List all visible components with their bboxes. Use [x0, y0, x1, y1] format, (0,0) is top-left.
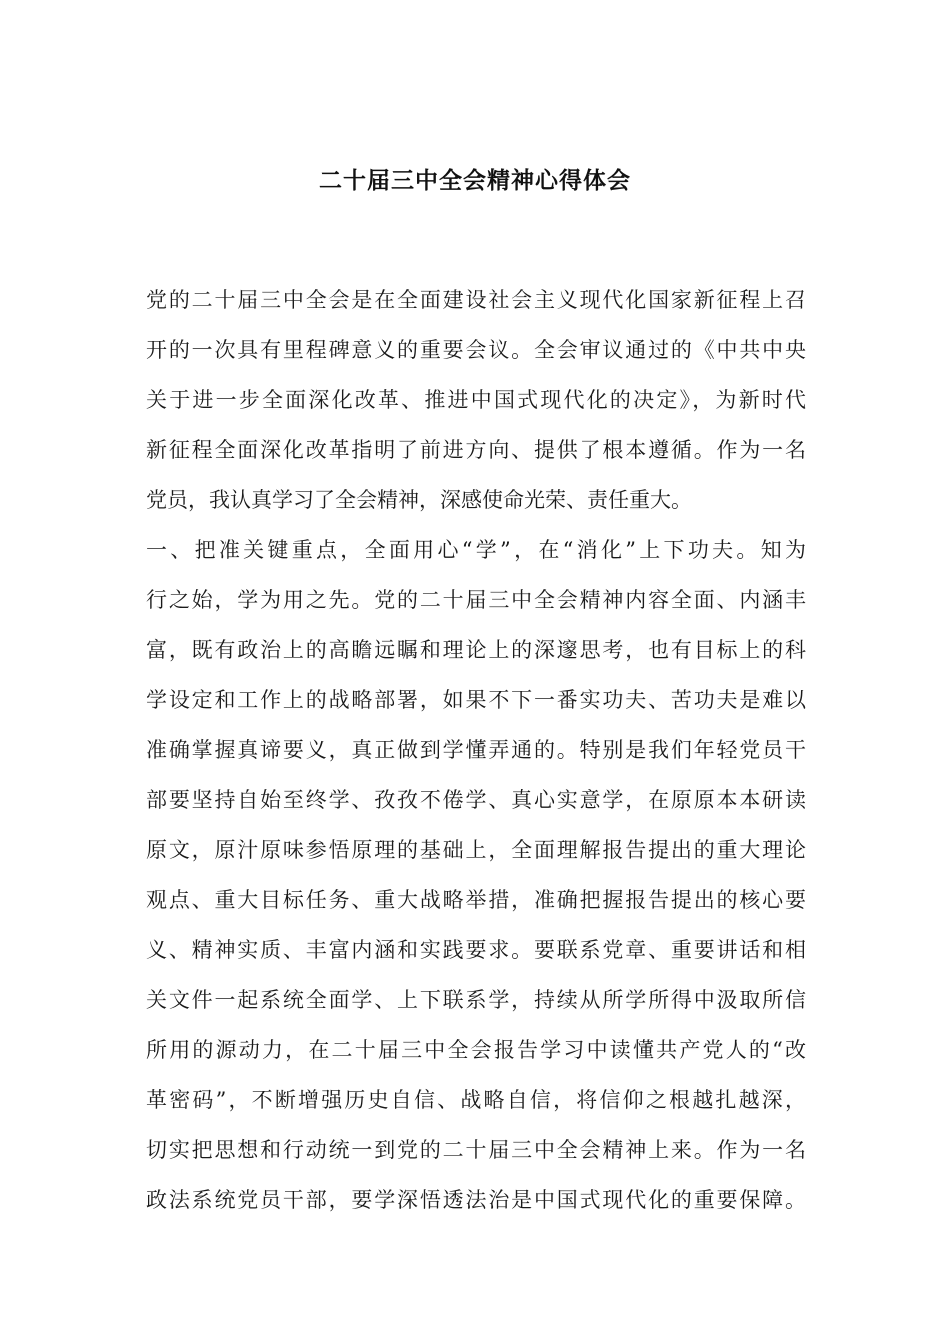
body-line: 切实把思想和行动统一到党的二十届三中全会精神上来。作为一名 [146, 1138, 806, 1162]
document-title: 二十届三中全会精神心得体会 [319, 168, 631, 194]
body-line: 原文，原汁原味参悟原理的基础上，全面理解报告提出的重大理论 [146, 838, 806, 862]
body-line: 党的二十届三中全会是在全面建设社会主义现代化国家新征程上召 [146, 288, 806, 312]
body-line: 所用的源动力，在二十届三中全会报告学习中读懂共产党人的“改 [146, 1038, 806, 1062]
body-line: 关文件一起系统全面学、上下联系学，持续从所学所得中汲取所信 [146, 988, 806, 1012]
body-line: 行之始，学为用之先。党的二十届三中全会精神内容全面、内涵丰 [146, 588, 806, 612]
body-line: 学设定和工作上的战略部署，如果不下一番实功夫、苦功夫是难以 [146, 688, 806, 712]
body-line: 新征程全面深化改革指明了前进方向、提供了根本遵循。作为一名 [146, 438, 806, 462]
body-line: 富，既有政治上的高瞻远瞩和理论上的深邃思考，也有目标上的科 [146, 638, 806, 662]
body-line: 一、把准关键重点，全面用心“学”，在“消化”上下功夫。知为 [146, 538, 806, 562]
body-line: 准确掌握真谛要义，真正做到学懂弄通的。特别是我们年轻党员干 [146, 738, 806, 762]
body-line: 义、精神实质、丰富内涵和实践要求。要联系党章、重要讲话和相 [146, 938, 806, 962]
body-line: 革密码”，不断增强历史自信、战略自信，将信仰之根越扎越深， [146, 1088, 806, 1112]
body-line: 部要坚持自始至终学、孜孜不倦学、真心实意学，在原原本本研读 [146, 788, 806, 812]
body-line: 党员，我认真学习了全会精神，深感使命光荣、责任重大。 [146, 488, 692, 512]
body-line: 观点、重大目标任务、重大战略举措，准确把握报告提出的核心要 [146, 888, 806, 912]
body-line: 开的一次具有里程碑意义的重要会议。全会审议通过的《中共中央 [146, 338, 806, 362]
document-body [146, 275, 806, 1225]
body-line: 关于进一步全面深化改革、推进中国式现代化的决定》，为新时代 [146, 388, 806, 412]
body-line: 政法系统党员干部，要学深悟透法治是中国式现代化的重要保障。 [146, 1188, 806, 1212]
